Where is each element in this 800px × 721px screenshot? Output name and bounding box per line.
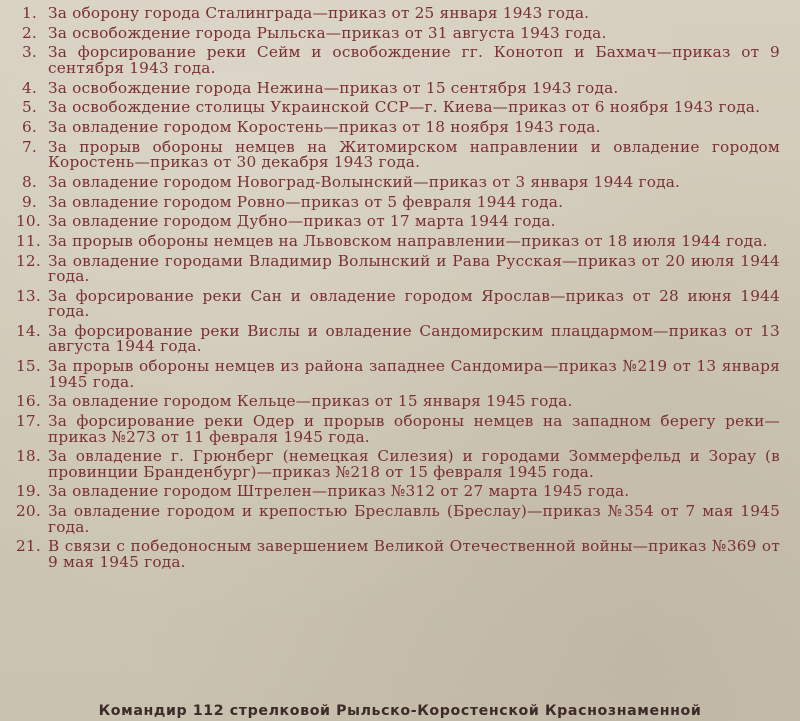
commendation-list <box>0 6 800 574</box>
item-text: За освобождение города Рыльска—приказ от 31 августа 1943 года. <box>48 23 607 42</box>
item-text: За освобождение столицы Украинской ССР—г. Киева—приказ от 6 ноября 1943 года. <box>48 98 761 117</box>
item-text: За оборону города Сталинграда—приказ от 25 января 1943 года. <box>48 4 590 22</box>
item-number: 10. <box>16 212 41 231</box>
item-text: За форсирование реки Вислы и овладение Сандомирским плацдармом—приказ от 13 августа 1944 года. <box>48 321 780 356</box>
item-number: 9. <box>22 192 37 211</box>
item-text: За овладение г. Грюнберг (немецкая Силезия) и городами Зоммерфельд и Зорау (в провинции Бранденбург)—приказ №218 от 15 февраля 1945 года. <box>48 447 780 481</box>
item-text: За овладение городом и крепостью Бреславль (Бреслау)—приказ №354 от 7 мая 1945 года. <box>48 502 780 536</box>
list-item <box>0 23 800 42</box>
item-number: 8. <box>22 172 37 191</box>
item-text: За овладение городом Ровно—приказ от 5 февраля 1944 года. <box>48 192 564 211</box>
list-item <box>0 484 800 500</box>
item-number: 15. <box>16 357 41 376</box>
list-item <box>0 6 800 22</box>
item-number: 1. <box>22 4 37 22</box>
item-number: 19. <box>16 482 41 501</box>
list-item <box>0 172 800 191</box>
list-item <box>0 117 800 136</box>
item-number: 14. <box>16 321 41 340</box>
item-text: За овладение городом Кельце—приказ от 15 января 1945 года. <box>48 392 573 411</box>
item-text: За прорыв обороны немцев на Житомирском направлении и овладение городом Коростень—приказ от 30 декабря 1943 года. <box>48 137 780 172</box>
item-number: 21. <box>16 537 41 556</box>
item-number: 17. <box>16 412 41 430</box>
list-item <box>0 286 800 321</box>
item-number: 11. <box>16 231 41 250</box>
list-item <box>0 539 800 570</box>
list-item <box>0 137 800 172</box>
item-text: За овладение городом Дубно—приказ от 17 марта 1944 года. <box>48 212 556 231</box>
item-text: За форсирование реки Одер и прорыв обороны немцев на западном берегу реки—приказ №273 от 11 февраля 1945 года. <box>48 412 780 446</box>
item-number: 16. <box>16 392 41 411</box>
list-item <box>0 321 800 356</box>
item-number: 13. <box>16 286 41 305</box>
item-number: 7. <box>22 137 37 156</box>
item-text: За форсирование реки Сан и овладение городом Ярослав—приказ от 28 июня 1944 года. <box>48 286 780 321</box>
item-text: За овладение городом Коростень—приказ от 18 ноября 1943 года. <box>48 117 601 136</box>
item-number: 20. <box>16 502 41 521</box>
item-number: 3. <box>22 43 37 62</box>
item-text: За форсирование реки Сейм и освобождение гг. Конотоп и Бахмач—приказ от 9 сентября 1943 года. <box>48 43 780 77</box>
list-item <box>0 214 800 230</box>
item-text: За овладение городом Новоград-Волынский—приказ от 3 января 1944 года. <box>48 172 681 191</box>
list-item <box>0 192 800 211</box>
item-number: 6. <box>22 117 37 136</box>
item-number: 4. <box>22 78 37 97</box>
list-item <box>0 231 800 250</box>
list-item <box>0 394 800 410</box>
list-item <box>0 251 800 286</box>
item-number: 12. <box>16 251 41 270</box>
item-number: 5. <box>22 98 37 117</box>
list-item <box>0 414 800 445</box>
footer-caption: Командир 112 стрелковой Рыльско-Коростенской Краснознаменной <box>98 703 702 719</box>
list-item <box>0 504 800 535</box>
item-text: За овладение городом Штрелен—приказ №312 от 27 марта 1945 года. <box>48 482 630 501</box>
list-item <box>0 449 800 480</box>
item-text: За освобождение города Нежина—приказ от 15 сентября 1943 года. <box>48 78 619 97</box>
list-item <box>0 100 800 116</box>
item-text: В связи с победоносным завершением Великой Отечественной войны—приказ №369 от 9 мая 1945 года. <box>48 537 780 571</box>
list-item <box>0 45 800 76</box>
item-number: 2. <box>22 23 37 42</box>
list-item <box>0 359 800 390</box>
item-number: 18. <box>16 447 41 466</box>
item-text: За овладение городами Владимир Волынский и Рава Русская—приказ от 20 июля 1944 года. <box>48 251 780 286</box>
item-text: За прорыв обороны немцев на Львовском направлении—приказ от 18 июля 1944 года. <box>48 231 768 250</box>
item-text: За прорыв обороны немцев из района западнее Сандомира—приказ №219 от 13 января 1945 года. <box>48 357 780 391</box>
list-item <box>0 78 800 97</box>
